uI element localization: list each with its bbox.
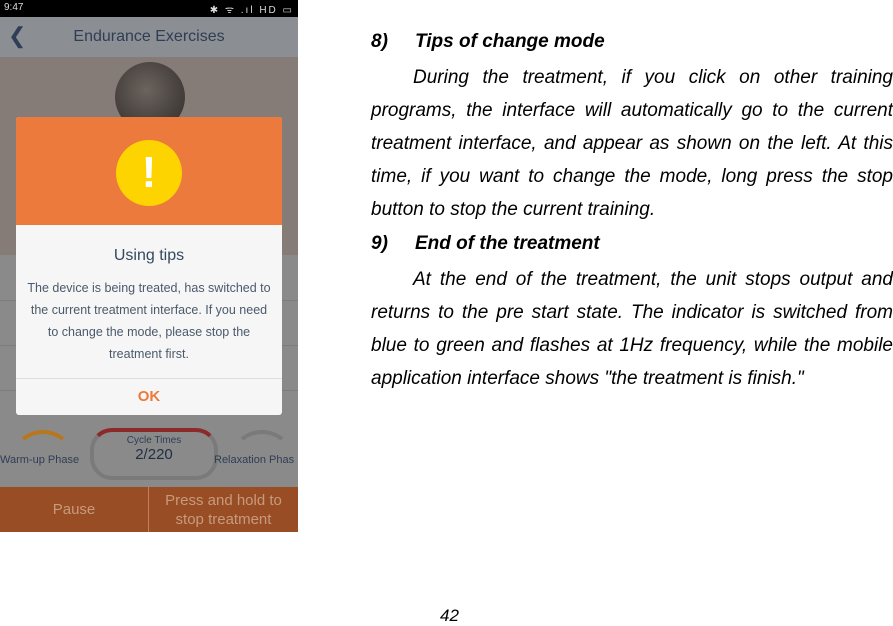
dialog-message: The device is being treated, has switched to the current treatment interface. If you need to change the mode, please stop the treatment first. (27, 281, 271, 361)
dialog-banner (16, 117, 282, 225)
bottom-bar (0, 487, 298, 532)
cycle-label: Cycle Times (126, 435, 182, 446)
using-tips-dialog (16, 117, 282, 415)
section-number: 9) (371, 233, 388, 254)
ok-button[interactable]: OK (16, 378, 282, 415)
screen-title: Endurance Exercises (73, 28, 225, 45)
section-body: At the end of the treatment, the unit stops output and returns to the pre start state. The indicator is switched from blue to green and flashes at 1Hz frequency, while the mobile application interface shows "the treatment is finish." (371, 269, 893, 389)
section-title: Tips of change mode (415, 31, 605, 52)
section-body: During the treatment, if you click on other training programs, the interface will automatically go to the current treatment interface, and appear as shown on the left. At this time, if you want to change the mode, long press the stop button to stop the current training. (371, 67, 893, 220)
pause-button[interactable]: Pause (52, 501, 96, 518)
status-bar (0, 0, 298, 17)
section-title: End of the treatment (415, 233, 600, 254)
cycle-value: 2/220 (135, 446, 173, 463)
app-screenshot (0, 0, 298, 532)
warning-icon: ! (116, 140, 182, 206)
section-heading (371, 233, 600, 255)
cycle-times-gauge (90, 428, 218, 480)
warmup-phase-label: Warm-up Phase (0, 454, 80, 466)
stop-treatment-button[interactable]: Press and hold to stop treatment (165, 492, 282, 528)
dialog-title: Using tips (113, 247, 185, 264)
page-number: 42 (440, 606, 459, 625)
section-heading (371, 31, 605, 53)
status-icons: ✱ ᯤ .ıl HD ▭ (209, 5, 294, 16)
app-header (0, 17, 298, 57)
relaxation-phase-label: Relaxation Phas (214, 454, 295, 466)
status-time: 9:47 (4, 2, 24, 13)
section-number: 8) (371, 31, 388, 52)
back-chevron-icon[interactable]: ❮ (8, 23, 27, 48)
